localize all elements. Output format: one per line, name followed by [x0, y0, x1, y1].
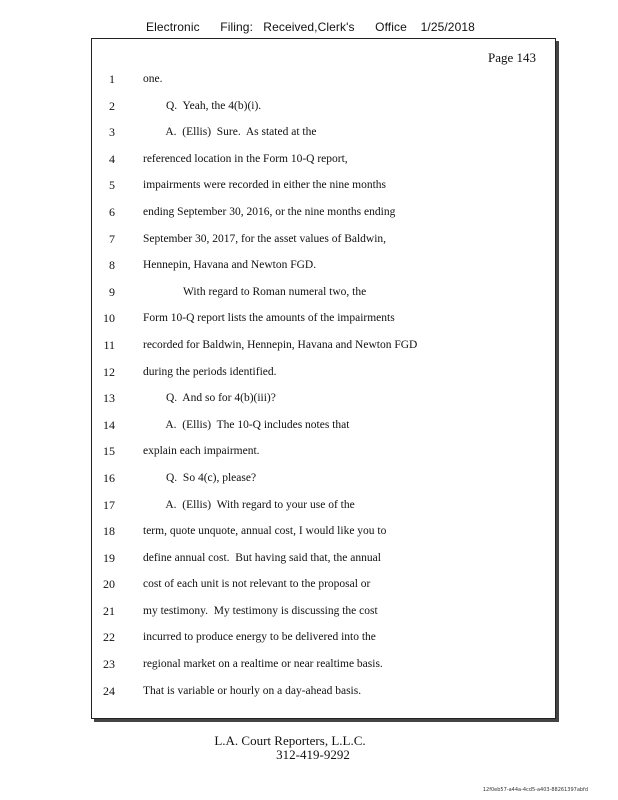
- line-number: 9: [109, 284, 115, 299]
- line-number: 13: [103, 391, 115, 406]
- line-number: 10: [103, 311, 115, 326]
- transcript-line: [0, 172, 618, 199]
- line-number: 4: [109, 151, 115, 166]
- line-number: 15: [103, 444, 115, 459]
- transcript-line: [0, 119, 618, 146]
- transcript-line: [0, 66, 618, 93]
- transcript-line: [0, 412, 618, 439]
- line-number: 7: [109, 231, 115, 246]
- transcript-body: [0, 66, 618, 704]
- line-text: Q. And so for 4(b)(iii)?: [143, 392, 276, 405]
- line-text: A. (Ellis) With regard to your use of the: [143, 498, 355, 511]
- transcript-line: [0, 226, 618, 253]
- line-text: referenced location in the Form 10-Q report,: [143, 152, 348, 165]
- line-number: 19: [103, 550, 115, 565]
- transcript-line: [0, 678, 618, 705]
- line-text: term, quote unquote, annual cost, I would like you to: [143, 525, 387, 538]
- transcript-line: [0, 199, 618, 226]
- transcript-line: [0, 545, 618, 572]
- transcript-line: [0, 93, 618, 120]
- line-number: 20: [103, 577, 115, 592]
- transcript-line: [0, 438, 618, 465]
- transcript-line: [0, 305, 618, 332]
- document-id: 12f0eb57-a44a-4cd5-a403-88261397abfd: [482, 787, 588, 793]
- transcript-line: [0, 385, 618, 412]
- line-text: A. (Ellis) Sure. As stated at the: [143, 126, 317, 139]
- transcript-line: [0, 252, 618, 279]
- line-number: 8: [109, 258, 115, 273]
- line-number: 3: [109, 125, 115, 140]
- line-text: Hennepin, Havana and Newton FGD.: [143, 259, 317, 272]
- transcript-line: [0, 571, 618, 598]
- line-number: 18: [103, 524, 115, 539]
- line-text: during the periods identified.: [143, 365, 277, 378]
- line-text: incurred to produce energy to be delivered into the: [143, 631, 376, 644]
- line-number: 1: [109, 72, 115, 86]
- line-number: 17: [103, 497, 115, 512]
- line-text: That is variable or hourly on a day-ahead basis.: [143, 684, 362, 697]
- line-text: one.: [143, 73, 163, 85]
- line-text: cost of each unit is not relevant to the proposal or: [143, 578, 371, 591]
- transcript-line: [0, 598, 618, 625]
- line-text: Form 10-Q report lists the amounts of the impairments: [143, 312, 395, 325]
- transcript-line: [0, 146, 618, 173]
- transcript-line: [0, 624, 618, 651]
- line-text: my testimony. My testimony is discussing the cost: [143, 604, 378, 617]
- line-number: 5: [109, 178, 115, 193]
- transcript-line: [0, 492, 618, 519]
- transcript-line: [0, 518, 618, 545]
- transcript-line: [0, 651, 618, 678]
- court-reporter-phone: 312-419-9292: [276, 747, 350, 762]
- line-text: regional market on a realtime or near realtime basis.: [143, 658, 383, 671]
- line-text: define annual cost. But having said that, the annual: [143, 551, 381, 564]
- filing-stamp-header: Electronic Filing: Received,Clerk's Office 1/25/2018: [146, 20, 475, 34]
- line-number: 24: [103, 683, 115, 698]
- page-number: Page 143: [487, 50, 536, 65]
- line-text: impairments were recorded in either the nine months: [143, 179, 387, 192]
- line-number: 23: [103, 657, 115, 672]
- line-number: 14: [103, 417, 115, 432]
- line-text: September 30, 2017, for the asset values of Baldwin,: [143, 232, 387, 245]
- line-text: Q. Yeah, the 4(b)(i).: [143, 99, 262, 112]
- transcript-line: [0, 359, 618, 386]
- line-text: Q. So 4(c), please?: [143, 471, 257, 484]
- transcript-line: [0, 465, 618, 492]
- line-text: With regard to Roman numeral two, the: [143, 285, 367, 298]
- line-number: 11: [103, 337, 115, 352]
- line-number: 12: [103, 364, 115, 379]
- line-text: recorded for Baldwin, Hennepin, Havana and Newton FGD: [143, 338, 418, 351]
- transcript-line: [0, 279, 618, 306]
- court-reporter-name: L.A. Court Reporters, L.L.C.: [214, 733, 366, 748]
- transcript-line: [0, 332, 618, 359]
- line-text: A. (Ellis) The 10-Q includes notes that: [143, 418, 350, 431]
- line-text: ending September 30, 2016, or the nine months ending: [143, 205, 396, 218]
- line-number: 21: [103, 603, 115, 618]
- line-number: 16: [103, 470, 115, 485]
- line-number: 22: [103, 630, 115, 645]
- line-number: 6: [109, 204, 115, 219]
- line-number: 2: [109, 98, 115, 113]
- line-text: explain each impairment.: [143, 445, 260, 458]
